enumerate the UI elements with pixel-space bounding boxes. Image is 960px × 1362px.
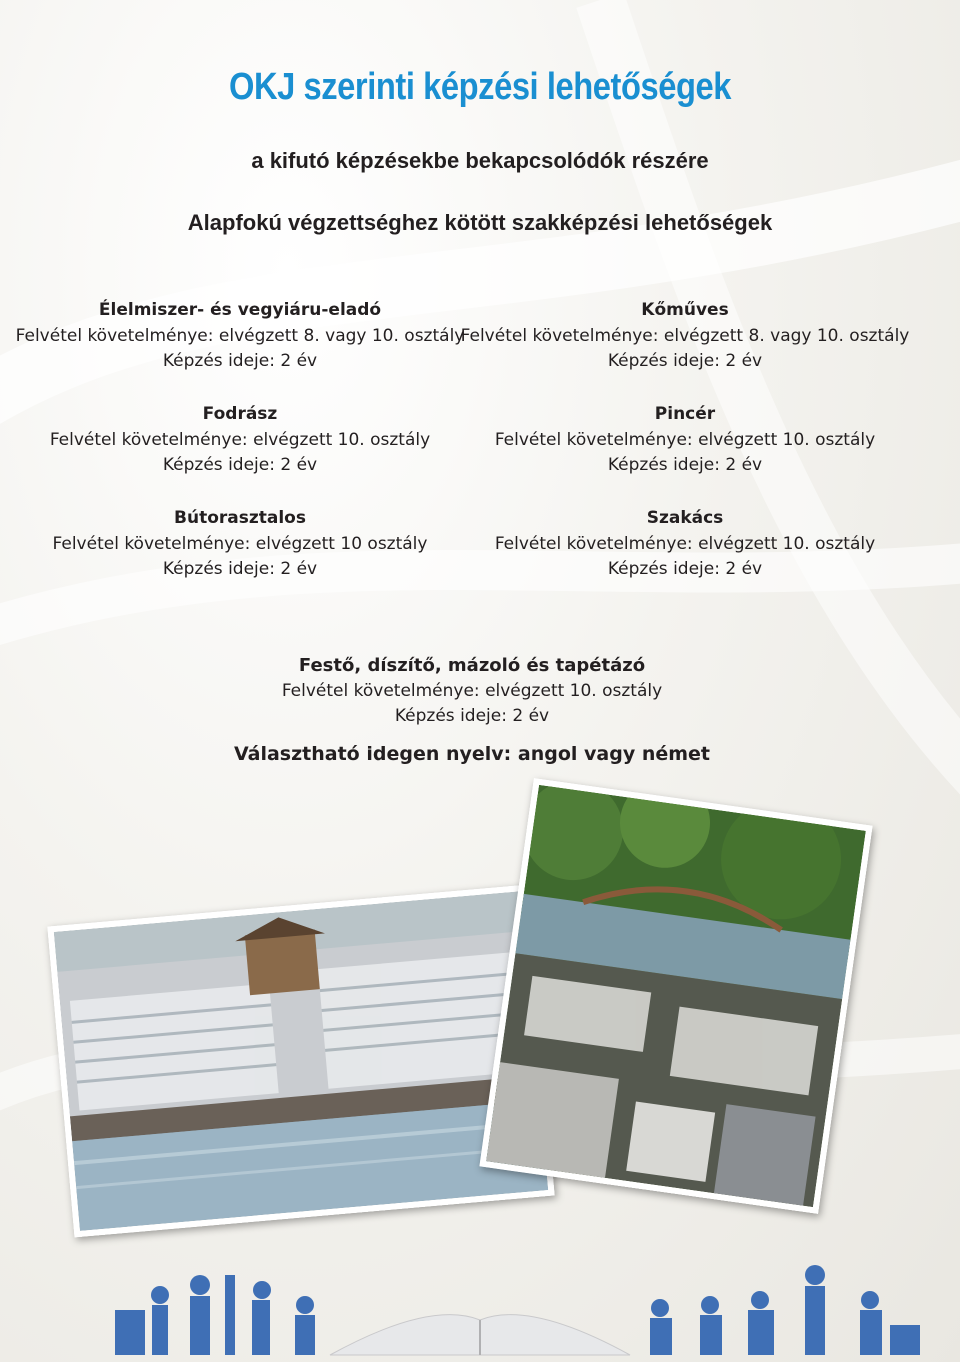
- course-block: [10, 506, 470, 583]
- outdoor-event-photo: [479, 778, 872, 1214]
- course-requirement: Felvétel követelménye: elvégzett 10. osztály: [494, 429, 876, 450]
- course-duration: Képzés ideje: 2 év: [607, 351, 763, 371]
- course-block: [455, 506, 915, 583]
- course-duration: Képzés ideje: 2 év: [607, 455, 763, 475]
- course-name: Pincér: [654, 404, 716, 424]
- course-name: Festő, díszítő, mázoló és tapétázó: [298, 655, 646, 676]
- page-subtitle: a kifutó képzésekbe bekapcsolódók részére: [251, 148, 709, 173]
- section-heading: Alapfokú végzettséghez kötött szakképzési lehetőségek: [187, 210, 773, 235]
- course-requirement: Felvétel követelménye: elvégzett 10. osztály: [49, 429, 431, 450]
- outdoor-event-illustration: [486, 785, 866, 1207]
- course-name: Bútorasztalos: [174, 508, 306, 528]
- course-requirement: Felvétel követelménye: elvégzett 8. vagy 10. osztály: [15, 325, 465, 346]
- course-block: [10, 298, 470, 375]
- course-duration: Képzés ideje: 2 év: [162, 455, 318, 475]
- page-title: OKJ szerinti képzési lehetőségek: [228, 66, 732, 108]
- language-note: Választható idegen nyelv: angol vagy német: [233, 743, 711, 765]
- course-block: [242, 653, 702, 730]
- course-name: Kőműves: [641, 300, 729, 320]
- amphitheatre-photo: [47, 885, 554, 1238]
- course-block: [455, 402, 915, 479]
- course-name: Szakács: [646, 508, 724, 528]
- course-requirement: Felvétel követelménye: elvégzett 10. osztály: [494, 533, 876, 554]
- course-requirement: Felvétel követelménye: elvégzett 10. osztály: [281, 680, 663, 701]
- amphitheatre-illustration: [54, 891, 548, 1231]
- course-duration: Képzés ideje: 2 év: [394, 706, 550, 726]
- course-duration: Képzés ideje: 2 év: [162, 559, 318, 579]
- course-duration: Képzés ideje: 2 év: [607, 559, 763, 579]
- course-requirement: Felvétel követelménye: elvégzett 8. vagy 10. osztály: [460, 325, 910, 346]
- course-block: [455, 298, 915, 375]
- footer-silhouettes: [0, 1260, 960, 1362]
- course-duration: Képzés ideje: 2 év: [162, 351, 318, 371]
- course-requirement: Felvétel követelménye: elvégzett 10 osztály: [52, 533, 428, 554]
- course-name: Fodrász: [202, 404, 278, 424]
- course-block: [10, 402, 470, 479]
- course-name: Élelmiszer- és vegyiáru-eladó: [98, 300, 382, 320]
